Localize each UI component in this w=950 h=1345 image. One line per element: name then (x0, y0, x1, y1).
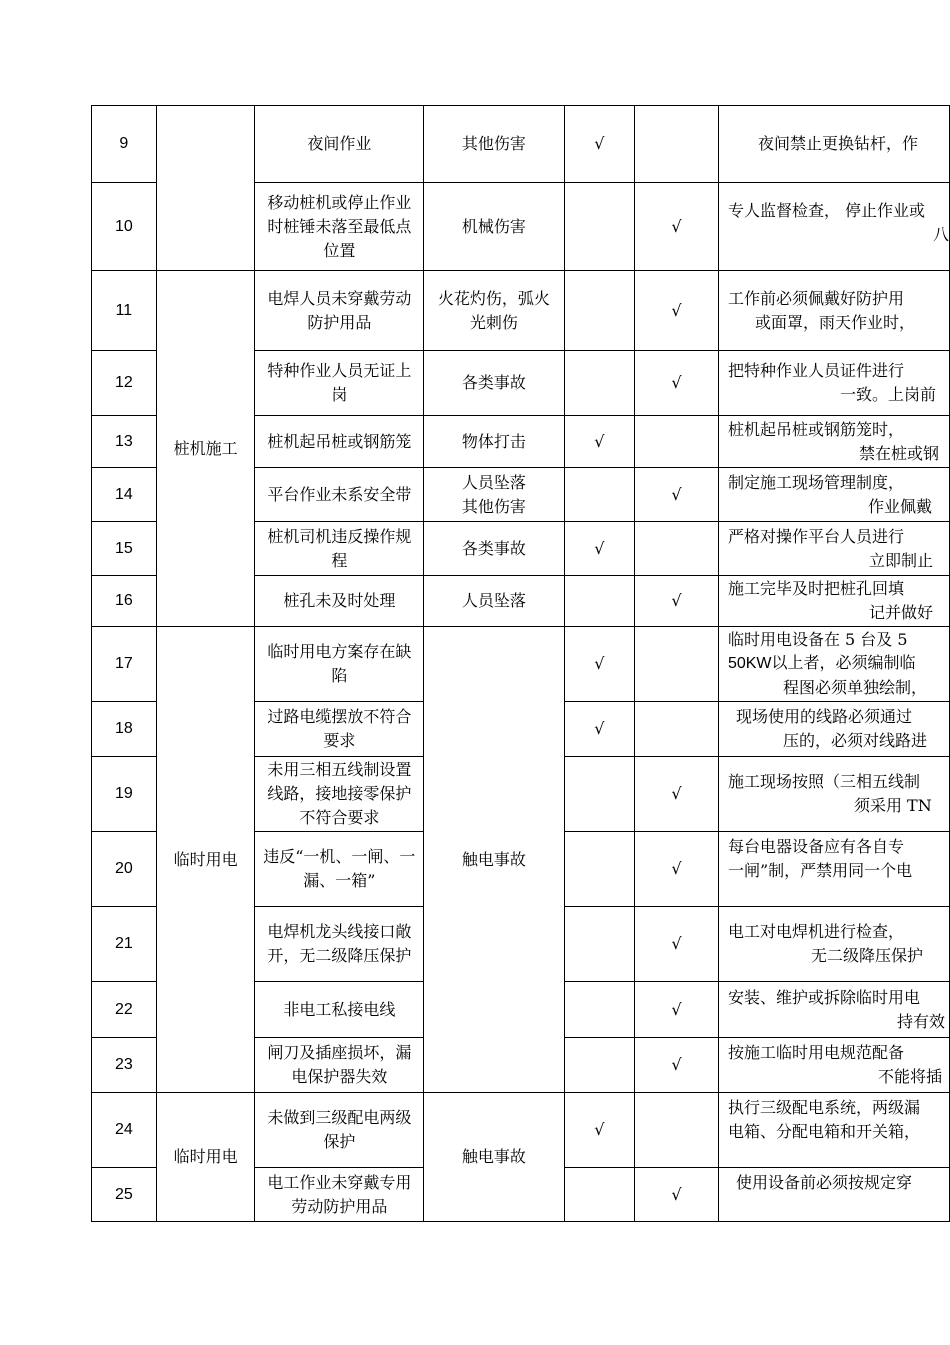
accident-type-merged: 触电事故 (424, 1093, 564, 1222)
table-row (92, 106, 950, 183)
row-number: 15 (92, 522, 157, 576)
measure-line: 一致。上岗前 (839, 385, 936, 404)
measure-line: 桩机起吊桩或钢筋笼时， (727, 419, 904, 439)
measure-line: 制定施工现场管理制度， (727, 472, 904, 492)
measure-line: 每台电器设备应有各自专 (727, 837, 904, 856)
check-a (564, 982, 634, 1038)
work-item: 电焊机龙头线接口敞开，无二级降压保护 (255, 907, 424, 982)
measure-line: 须采用 TN (853, 796, 932, 815)
risk-assessment-table (91, 105, 950, 1222)
measure-line: 禁在桩或钢 (858, 443, 939, 463)
group-cell-empty (156, 106, 255, 271)
check-a (564, 576, 634, 627)
row-number: 16 (92, 576, 157, 627)
control-measure (718, 627, 949, 702)
check-a (564, 757, 634, 832)
control-measure (718, 468, 949, 522)
check-a: √ (564, 1093, 634, 1168)
check-a (564, 183, 634, 271)
group-label-temp-power: 临时用电 (156, 1093, 255, 1222)
check-b (634, 1093, 718, 1168)
measure-line: 严格对操作平台人员进行 (727, 526, 904, 546)
measure-line: 电工对电焊机进行检查， (727, 922, 904, 941)
measure-line: 现场使用的线路必须通过 (735, 707, 912, 726)
check-a (564, 468, 634, 522)
measure-line: 不能将插 (877, 1067, 942, 1086)
work-item: 平台作业未系安全带 (255, 468, 424, 522)
check-a: √ (564, 522, 634, 576)
control-measure (718, 106, 949, 183)
row-number: 19 (92, 757, 157, 832)
check-a (564, 1038, 634, 1093)
row-number: 14 (92, 468, 157, 522)
measure-line: 夜间禁止更换钻杆，作 (757, 134, 918, 153)
row-number: 13 (92, 416, 157, 468)
table-row (92, 1093, 950, 1168)
accident-type: 各类事故 (424, 522, 564, 576)
work-item: 桩机起吊桩或钢筋笼 (255, 416, 424, 468)
check-b: √ (634, 907, 718, 982)
control-measure (718, 702, 949, 757)
measure-line: 安装、维护或拆除临时用电 (727, 987, 920, 1007)
accident-type: 物体打击 (424, 416, 564, 468)
work-item: 电焊人员未穿戴劳动防护用品 (255, 271, 424, 351)
accident-type: 火花灼伤，弧火光刺伤 (424, 271, 564, 351)
control-measure (718, 416, 949, 468)
check-a (564, 271, 634, 351)
measure-line: 工作前必须佩戴好防护用 (727, 288, 904, 308)
check-b: √ (634, 757, 718, 832)
check-b: √ (634, 832, 718, 907)
accident-type: 其他伤害 (424, 106, 564, 183)
control-measure (718, 1038, 949, 1093)
work-item: 特种作业人员无证上岗 (255, 351, 424, 416)
work-item: 移动桩机或停止作业时桩锤未落至最低点位置 (255, 183, 424, 271)
work-item: 闸刀及插座损坏，漏电保护器失效 (255, 1038, 424, 1093)
control-measure (718, 1093, 949, 1168)
check-b: √ (634, 271, 718, 351)
measure-line: 把特种作业人员证件进行 (727, 361, 904, 380)
measure-line: 执行三级配电系统，两级漏 (727, 1098, 920, 1117)
control-measure (718, 832, 949, 907)
control-measure (718, 907, 949, 982)
measure-line: 一闸”制，严禁用同一个电 (727, 861, 913, 880)
control-measure (718, 271, 949, 351)
measure-line: 持有效 (896, 1011, 945, 1031)
check-b: √ (634, 982, 718, 1038)
control-measure (718, 757, 949, 832)
group-label-temp-power: 临时用电 (156, 627, 255, 1093)
work-item: 过路电缆摆放不符合要求 (255, 702, 424, 757)
accident-type: 人员坠落 (424, 576, 564, 627)
check-a (564, 1168, 634, 1222)
check-b: √ (634, 1168, 718, 1222)
measure-line: 临时用电设备在 5 台及 5 (727, 630, 908, 649)
measure-line: 使用设备前必须按规定穿 (735, 1173, 912, 1192)
accident-type: 机械伤害 (424, 183, 564, 271)
group-label-pile: 桩机施工 (156, 271, 255, 627)
check-a: √ (564, 416, 634, 468)
work-item: 非电工私接电线 (255, 982, 424, 1038)
control-measure (718, 522, 949, 576)
row-number: 9 (92, 106, 157, 183)
measure-line: 按施工临时用电规范配备 (727, 1043, 904, 1062)
check-b (634, 702, 718, 757)
measure-line: 或面罩，雨天作业时， (754, 312, 915, 332)
row-number: 24 (92, 1093, 157, 1168)
check-a: √ (564, 627, 634, 702)
row-number: 23 (92, 1038, 157, 1093)
work-item: 桩孔未及时处理 (255, 576, 424, 627)
work-item: 违反“一机、一闸、一漏、一箱” (255, 832, 424, 907)
check-b: √ (634, 183, 718, 271)
check-b (634, 522, 718, 576)
row-number: 18 (92, 702, 157, 757)
work-item: 电工作业未穿戴专用劳动防护用品 (255, 1168, 424, 1222)
check-b (634, 416, 718, 468)
control-measure (718, 576, 949, 627)
control-measure (718, 982, 949, 1038)
check-b: √ (634, 351, 718, 416)
measure-line: 压的，必须对线路进 (782, 731, 927, 750)
measure-line: 程图必须单独绘制， (782, 678, 927, 697)
row-number: 21 (92, 907, 157, 982)
measure-line: 施工现场按照（三相五线制 (727, 772, 920, 791)
check-b (634, 627, 718, 702)
row-number: 11 (92, 271, 157, 351)
work-item: 未做到三级配电两级保护 (255, 1093, 424, 1168)
row-number: 20 (92, 832, 157, 907)
check-b: √ (634, 1038, 718, 1093)
table-row (92, 627, 950, 702)
work-item: 桩机司机违反操作规程 (255, 522, 424, 576)
row-number: 22 (92, 982, 157, 1038)
measure-line: 作业佩戴 (867, 496, 932, 516)
check-a (564, 832, 634, 907)
check-a (564, 907, 634, 982)
measure-line: 无二级降压保护 (810, 946, 923, 965)
check-a (564, 351, 634, 416)
row-number: 17 (92, 627, 157, 702)
measure-line: 50KW以上者，必须编制临 (727, 655, 916, 672)
measure-line: 专人监督检查， 停止作业或 (727, 201, 926, 220)
work-item: 临时用电方案存在缺陷 (255, 627, 424, 702)
accident-type: 人员坠落 其他伤害 (424, 468, 564, 522)
work-item: 未用三相五线制设置线路，接地接零保护不符合要求 (255, 757, 424, 832)
row-number: 12 (92, 351, 157, 416)
measure-line: 八 (932, 225, 949, 244)
check-a: √ (564, 106, 634, 183)
accident-type: 各类事故 (424, 351, 564, 416)
accident-type-merged: 触电事故 (424, 627, 564, 1093)
document-page (91, 105, 950, 1222)
measure-line: 立即制止 (868, 550, 933, 570)
check-b (634, 106, 718, 183)
measure-line: 施工完毕及时把桩孔回填 (727, 579, 904, 598)
check-a: √ (564, 702, 634, 757)
check-b: √ (634, 576, 718, 627)
measure-line: 记并做好 (868, 603, 933, 622)
control-measure (718, 183, 949, 271)
control-measure (718, 1168, 949, 1222)
control-measure (718, 351, 949, 416)
work-item: 夜间作业 (255, 106, 424, 183)
row-number: 25 (92, 1168, 157, 1222)
table-row (92, 271, 950, 351)
check-b: √ (634, 468, 718, 522)
measure-line: 电箱、分配电箱和开关箱， (727, 1122, 920, 1141)
row-number: 10 (92, 183, 157, 271)
